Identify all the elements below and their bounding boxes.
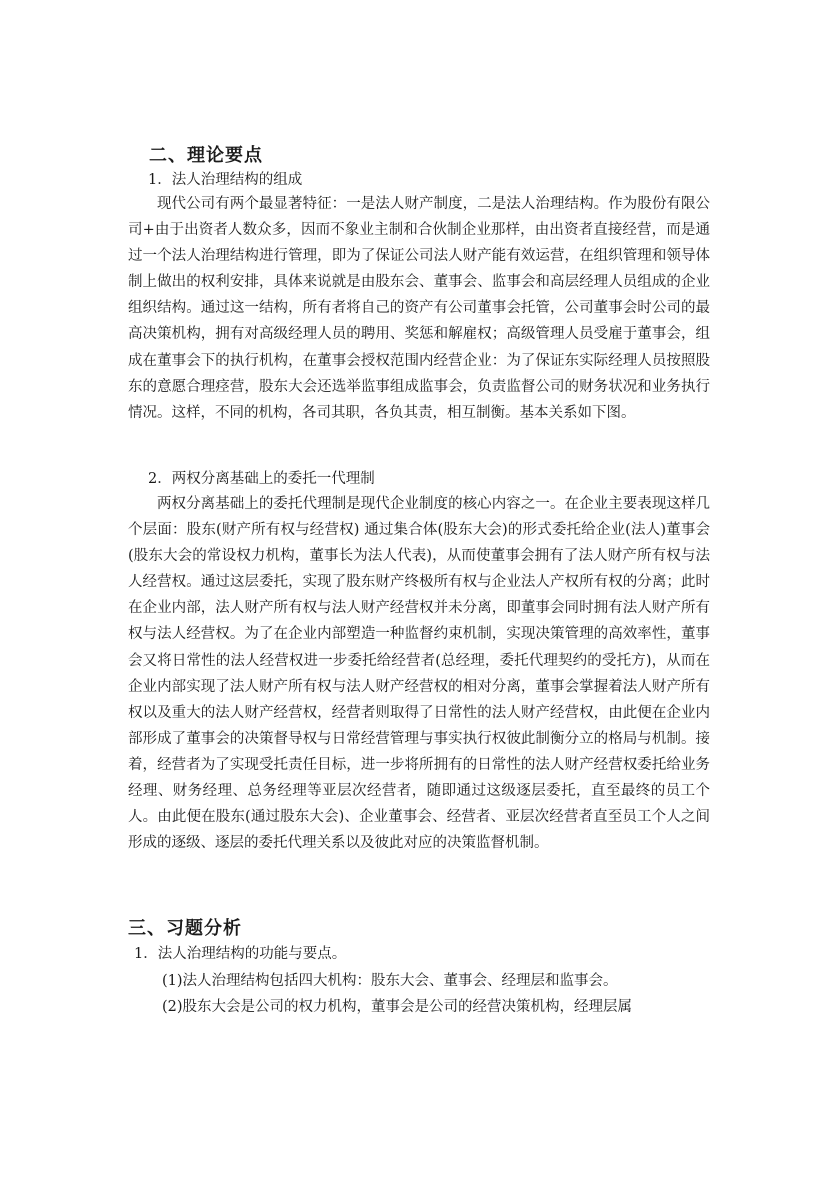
answer-item-2: (2)股东大会是公司的权力机构，董事会是公司的经营决策机构，经理层属 — [162, 999, 633, 1015]
subheading-governance-structure: 1．法人治理结构的组成 — [148, 172, 303, 188]
subheading-principal-agent: 2．两权分离基础上的委托一代理制 — [148, 471, 375, 487]
paragraph-principal-agent: 两权分离基础上的委托代理制是现代企业制度的核心内容之一。在企业主要表现这样几个层面：股东(财产所有权与经营权) 通过集合体(股东大会)的形式委托给企业(法人)董事会(股东大会的常设权力机构，董事长为法人代表)，从而使董事会拥有了法人财产所有权与法人经营权。通过这层委托，实现了股东财产终极所有权与企业法人产权所有权的分离；此时在企业内部，法人财产所有权与法人财产经营权并未分离，即董事会同时拥有法人财产所有权与法人经营权。为了在企业内部塑造一种监督约束机制，实现决策管理的高效率性，董事会又将日常性的法人经营权进一步委托给经营者(总经理，委托代理契约的受托方)，从而在企业内部实现了法人财产所有权与法人财产经营权的相对分离，董事会掌握着法人财产所有权以及重大的法人财产经营权，经营者则取得了日常性的法人财产经营权，由此便在企业内部形成了董事会的决策督导权与日常经营管理与事实执行权彼此制衡分立的格局与机制。接着，经营者为了实现受托责任目标，进一步将所拥有的日常性的法人财产经营权委托给业务经理、财务经理、总务经理等亚层次经营者，随即通过这级逐层委托，直至最终的员工个人。由此便在股东(通过股东大会)、企业董事会、经营者、亚层次经营者直至员工个人之间形成的逐级、逐层的委托代理关系以及彼此对应的决策监督机制。 — [128, 496, 710, 852]
question-title: 1．法人治理结构的功能与要点。 — [134, 946, 347, 962]
section-heading-exercises: 三、习题分析 — [128, 918, 242, 939]
section-heading-theory: 二、理论要点 — [149, 145, 263, 166]
paragraph-governance-structure: 现代公司有两个最显著特征：一是法人财产制度，二是法人治理结构。作为股份有限公司+由于出资者人数众多，因而不象业主制和合伙制企业那样，由出资者直接经营，而是通过一个法人治理结构进行管理，即为了保证公司法人财产能有效运营，在组织管理和领导体制上做出的权利安排，具体来说就是由股东会、董事会、监事会和高层经理人员组成的企业组织结构。通过这一结构，所有者将自己的资产有公司董事会托管，公司董事会时公司的最高决策机构，拥有对高级经理人员的聘用、奖惩和解雇权；高级管理人员受雇于董事会，组成在董事会下的执行机构，在董事会授权范围内经营企业：为了保证东实际经理人员按照股东的意愿合理痉营，股东大会还选举监事组成监事会，负责监督公司的财务状况和业务执行情况。这样，不同的机构，各司其职，各负其责，相互制衡。基本关系如下图。 — [128, 196, 710, 421]
answer-item-1: (1)法人治理结构包括四大机构：股东大会、董事会、经理层和监事会。 — [162, 973, 618, 989]
